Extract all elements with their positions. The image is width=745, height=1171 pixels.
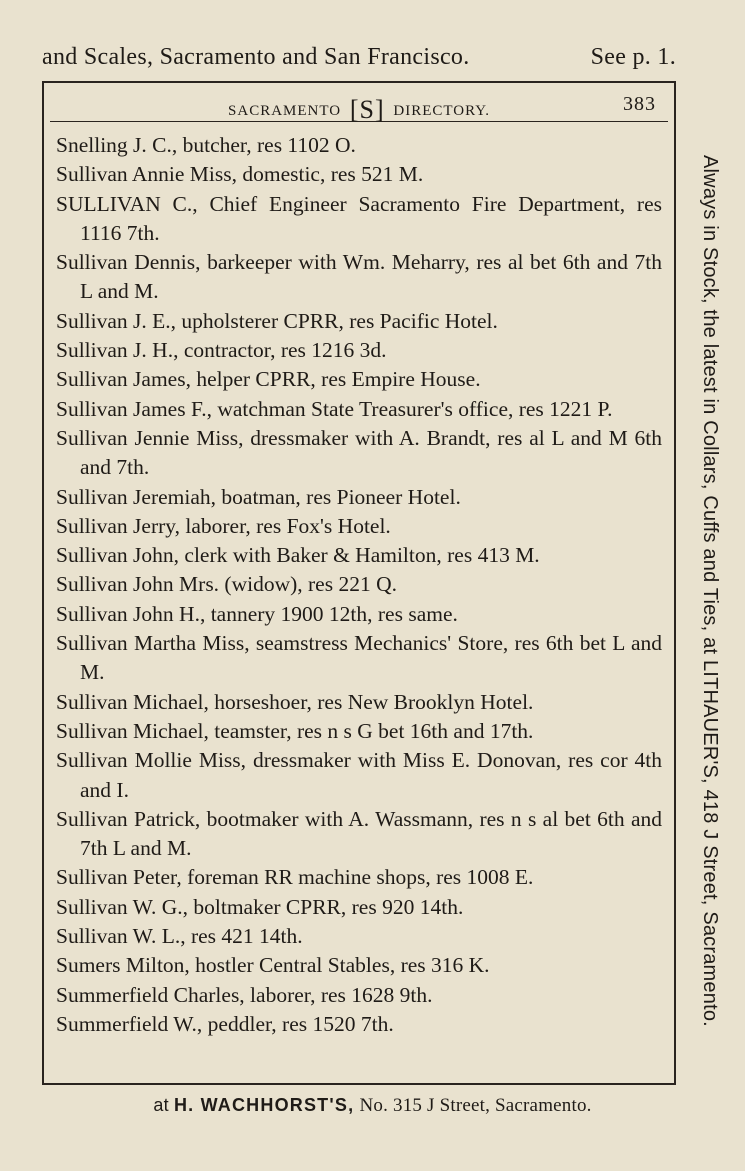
directory-entry: Sullivan Patrick, bootmaker with A. Wassmann, res n s al bet 6th and 7th L and M. [56,806,662,861]
directory-entry: Summerfield W., peddler, res 1520 7th. [56,1011,394,1036]
page-number: 383 [623,93,656,115]
header-section-letter: [S] [349,95,385,124]
bottom-advertisement-prefix: at [153,1095,169,1115]
side-advertisement [691,155,721,1027]
directory-entries [56,131,662,1039]
directory-entry: Sullivan J. H., contractor, res 1216 3d. [56,338,387,363]
directory-entry: Sullivan James F., watchman State Treasurer's office, res 1221 P. [56,396,613,421]
directory-entry: Sullivan Jerry, laborer, res Fox's Hotel. [56,513,391,538]
directory-entry: Sullivan W. G., boltmaker CPRR, res 920 14th. [56,894,464,919]
directory-entry: SULLIVAN C., Chief Engineer Sacramento Fire Department, res 1116 7th. [56,191,662,245]
directory-entry: Sullivan Annie Miss, domestic, res 521 M. [56,162,424,187]
directory-entry: Sullivan John Mrs. (widow), res 221 Q. [56,572,397,597]
directory-entry: Sullivan Peter, foreman RR machine shops, res 1008 E. [56,865,534,890]
header-right-word: DIRECTORY. [393,103,490,119]
directory-entry: Summerfield Charles, laborer, res 1628 9th. [56,982,433,1007]
running-header-title [50,92,668,122]
directory-entry: Sumers Milton, hostler Central Stables, res 316 K. [56,953,490,978]
bottom-advertisement-address: No. 315 J Street, Sacramento. [359,1095,592,1116]
directory-entry: Sullivan John, clerk with Baker & Hamilton, res 413 M. [56,543,540,568]
directory-entry: Sullivan Martha Miss, seamstress Mechanics' Store, res 6th bet L and M. [56,631,662,685]
directory-entry: Sullivan Jeremiah, boatman, res Pioneer Hotel. [56,484,461,509]
directory-entry: Sullivan John H., tannery 1900 12th, res same. [56,601,458,626]
top-advertisement [42,44,682,71]
header-left-word: SACRAMENTO [228,103,342,119]
directory-entry: Sullivan Mollie Miss, dressmaker with Miss E. Donovan, res cor 4th and I. [56,748,662,802]
directory-entry: Sullivan Michael, teamster, res n s G bet 16th and 17th. [56,718,534,743]
bottom-advertisement-firm: H. WACHHORST'S, [173,1095,355,1115]
directory-page-frame [42,81,676,1085]
directory-entry: Sullivan Michael, horseshoer, res New Brooklyn Hotel. [56,689,534,714]
directory-entry: Snelling J. C., butcher, res 1102 O. [56,133,356,157]
directory-entry: Sullivan James, helper CPRR, res Empire House. [56,367,481,392]
bottom-advertisement [0,1095,745,1117]
directory-entry: Sullivan J. E., upholsterer CPRR, res Pacific Hotel. [56,308,498,333]
directory-entry: Sullivan Jennie Miss, dressmaker with A. Brandt, res al L and M 6th and 7th. [56,425,662,480]
running-header [50,89,668,122]
directory-entry: Sullivan Dennis, barkeeper with Wm. Meharry, res al bet 6th and 7th L and M. [56,250,662,304]
top-advertisement-page-reference: See p. 1. [590,44,676,70]
top-advertisement-text: and Scales, Sacramento and San Francisco. [42,44,470,70]
side-advertisement-text: Always in Stock, the latest in Collars, Cuffs and Ties, at LITHAUER'S, 418 J Street, Sacramento. [699,155,721,1027]
directory-entry: Sullivan W. L., res 421 14th. [56,924,303,949]
